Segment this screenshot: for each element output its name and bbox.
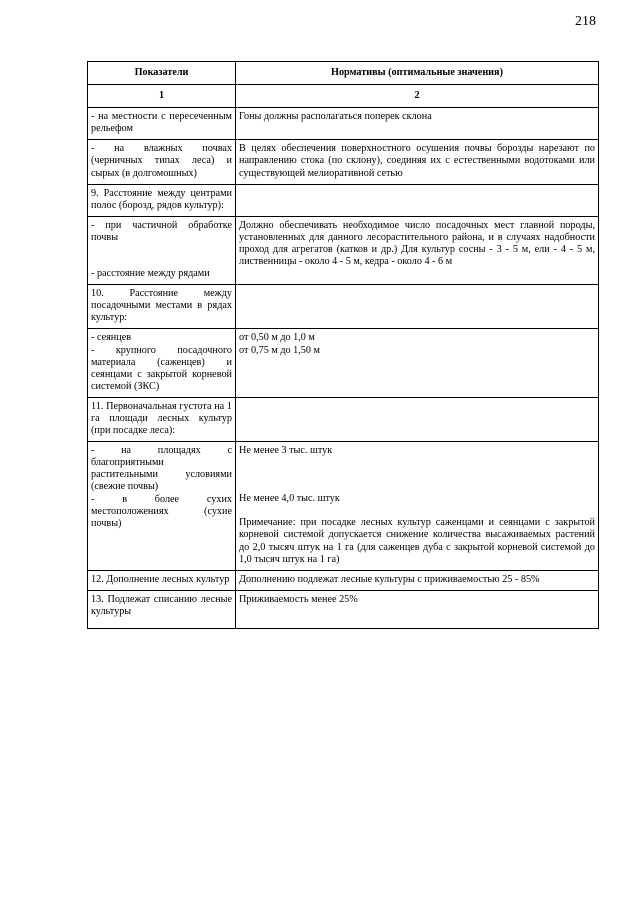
indicator-text: 11. Первоначальная густота на 1 га площади лесных культур (при посадке леса): — [91, 400, 232, 437]
norm-text: В целях обеспечения поверхностного осушения почвы борозды нарезают по направлению стока (по склону), соединяя их с естественными водотоками или существующей мелиоративной сетью — [239, 143, 595, 179]
norm-text: от 0,50 м до 1,0 м — [239, 332, 315, 344]
indicator-cell — [88, 140, 236, 184]
norm-text: Гоны должны располагаться поперек склона — [239, 111, 432, 123]
indicator-cell — [88, 184, 236, 216]
norm-cell-empty — [236, 397, 599, 441]
indicator-cell — [88, 442, 236, 571]
indicator-cell — [88, 397, 236, 441]
indicator-text: - крупного посадочного материала (саженцев) и сеянцами с закрытой корневой системой (ЗКС) — [91, 344, 232, 392]
norm-cell — [236, 329, 599, 397]
indicator-text: 10. Расстояние между посадочными местами в рядах культур: — [91, 288, 232, 324]
norm-cell — [236, 590, 599, 628]
indicator-cell — [88, 570, 236, 590]
table-row — [88, 216, 599, 284]
indicator-cell — [88, 216, 236, 284]
page-number: 218 — [575, 14, 596, 29]
header-norms: Нормативы (оптимальные значения) — [236, 62, 599, 85]
table-row — [88, 329, 599, 397]
norm-text: Не менее 4,0 тыс. штук — [239, 493, 340, 505]
table-row — [88, 590, 599, 628]
norm-text: Не менее 3 тыс. штук — [239, 445, 333, 457]
indicator-cell — [88, 590, 236, 628]
indicator-cell — [88, 108, 236, 140]
table-row — [88, 285, 599, 329]
norm-cell — [236, 570, 599, 590]
indicator-cell — [88, 285, 236, 329]
table-row — [88, 397, 599, 441]
table-row — [88, 570, 599, 590]
table-row — [88, 442, 599, 571]
norm-cell-empty — [236, 285, 599, 329]
norm-text: Дополнению подлежат лесные культуры с приживаемостью 25 - 85% — [239, 573, 540, 585]
column-number-row — [88, 85, 599, 108]
table-row — [88, 108, 599, 140]
table-row — [88, 184, 599, 216]
indicator-text: 9. Расстояние между центрами полос (борозд, рядов культур): — [91, 187, 232, 211]
indicator-text: - при частичной обработке почвы — [91, 219, 232, 243]
norm-cell — [236, 108, 599, 140]
norm-cell-empty — [236, 184, 599, 216]
indicator-text: - на площадях с благоприятными растительными условиями (свежие почвы) — [91, 445, 232, 493]
indicator-text: - на влажных почвах (черничных типах леса) и сырых (в долгомошных) — [91, 143, 232, 179]
indicator-text: - расстояние между рядами — [91, 268, 210, 280]
column-number-1: 1 — [88, 85, 236, 108]
norm-cell — [236, 140, 599, 184]
norm-text: Должно обеспечивать необходимое число посадочных мест главной породы, установленных для данного лесорастительного района, и в случаях надобности проход для агрегатов (катков и др.) Для культур сосны - 3 - 5 м, ели - 4 - 5 м, лиственницы - около 4 - 5 м, кедра - около 4 - 6 м — [239, 219, 595, 268]
column-number-2: 2 — [236, 85, 599, 108]
indicator-text: 12. Дополнение лесных культур — [91, 573, 230, 585]
norm-note: Примечание: при посадке лесных культур саженцами и сеянцами с закрытой корневой системой допускается снижение количества высаживаемых растений до 2,0 тысяч штук на 1 га (для саженцев дуба с закрытой корневой системой до 1,0 тысяч штук на 1 га) — [239, 517, 595, 565]
table-row — [88, 140, 599, 184]
norm-text: от 0,75 м до 1,50 м — [239, 344, 320, 356]
norm-cell — [236, 442, 599, 571]
norm-cell — [236, 216, 599, 284]
norm-text: Приживаемость менее 25% — [239, 593, 358, 605]
indicator-text: 13. Подлежат списанию лесные культуры — [91, 593, 232, 617]
table-header-row — [88, 62, 599, 85]
indicator-text: - на местности с пересеченным рельефом — [91, 111, 232, 135]
indicator-text: - в более сухих местоположениях (сухие почвы) — [91, 493, 232, 529]
header-indicators: Показатели — [88, 62, 236, 85]
indicator-cell — [88, 329, 236, 397]
indicator-text: - сеянцев — [91, 332, 132, 344]
norms-table — [87, 61, 599, 629]
